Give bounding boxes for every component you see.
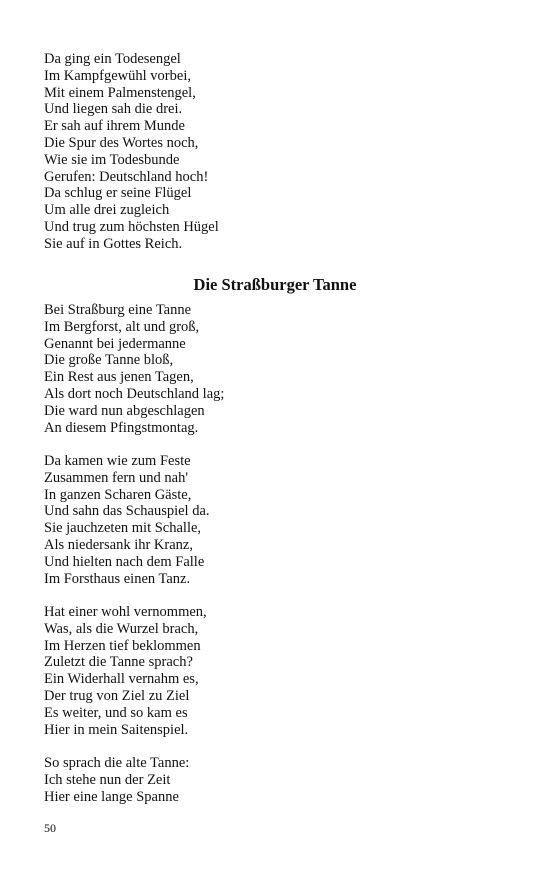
verse-line: Im Herzen tief beklommen bbox=[44, 637, 201, 654]
verse-line: Hat einer wohl vernommen, bbox=[44, 604, 207, 620]
verse-line: Ich stehe nun der Zeit bbox=[44, 771, 171, 788]
verse-line: Da schlug er seine Flügel bbox=[44, 185, 192, 202]
verse-line: Ein Rest aus jenen Tagen, bbox=[44, 369, 194, 386]
verse-line: Als niedersank ihr Kranz, bbox=[44, 536, 193, 553]
verse-line: Bei Straßburg eine Tanne bbox=[44, 302, 192, 318]
verse-line: Hier in mein Saitenspiel. bbox=[44, 721, 189, 738]
verse-line: Als dort noch Deutschland lag; bbox=[44, 385, 225, 402]
verse-line: Der trug von Ziel zu Ziel bbox=[44, 687, 190, 704]
verse-line: Und liegen sah die drei. bbox=[44, 101, 183, 118]
verse-line: An diesem Pfingstmontag. bbox=[44, 419, 199, 436]
verse-line: Die ward nun abgeschlagen bbox=[44, 402, 205, 419]
verse-line: Die große Tanne bloß, bbox=[44, 352, 174, 369]
stanza-4 bbox=[44, 755, 504, 805]
verse-line: Es weiter, und so kam es bbox=[44, 704, 188, 721]
verse-line: Im Bergforst, alt und groß, bbox=[44, 318, 200, 335]
verse-line: Wie sie im Todesbunde bbox=[44, 151, 180, 168]
verse-line: Sie auf in Gottes Reich. bbox=[44, 235, 183, 252]
verse-line: Sie jauchzeten mit Schalle, bbox=[44, 520, 202, 537]
stanza-1 bbox=[44, 302, 504, 436]
stanza-2 bbox=[44, 453, 504, 587]
poem-title: Die Straßburger Tanne bbox=[193, 275, 357, 294]
stanza-3 bbox=[44, 604, 504, 738]
verse-line: Zusammen fern und nah' bbox=[44, 469, 188, 486]
verse-line: Ein Widerhall vernahm es, bbox=[44, 671, 199, 688]
verse-line: Da ging ein Todesengel bbox=[44, 51, 181, 67]
stanza-previous-poem-ending bbox=[44, 51, 504, 253]
verse-line: Er sah auf ihrem Munde bbox=[44, 118, 185, 135]
verse-line: Um alle drei zugleich bbox=[44, 202, 170, 219]
verse-line: Und hielten nach dem Falle bbox=[44, 553, 205, 570]
verse-line: Im Forsthaus einen Tanz. bbox=[44, 570, 191, 587]
verse-line: In ganzen Scharen Gäste, bbox=[44, 486, 192, 503]
verse-line: Zuletzt die Tanne sprach? bbox=[44, 654, 193, 671]
verse-line: Hier eine lange Spanne bbox=[44, 788, 179, 805]
verse-line: Genannt bei jedermanne bbox=[44, 335, 186, 352]
verse-line: Die Spur des Wortes noch, bbox=[44, 134, 199, 151]
verse-line: Gerufen: Deutschland hoch! bbox=[44, 168, 209, 185]
verse-line: Mit einem Palmenstengel, bbox=[44, 84, 196, 101]
verse-line: Und trug zum höchsten Hügel bbox=[44, 218, 219, 235]
verse-line: Im Kampfgewühl vorbei, bbox=[44, 67, 191, 84]
verse-line: Da kamen wie zum Feste bbox=[44, 453, 191, 469]
verse-line: So sprach die alte Tanne: bbox=[44, 755, 190, 771]
verse-line: Und sahn das Schauspiel da. bbox=[44, 503, 210, 520]
verse-line: Was, als die Wurzel brach, bbox=[44, 620, 199, 637]
page-number: 50 bbox=[44, 821, 56, 835]
